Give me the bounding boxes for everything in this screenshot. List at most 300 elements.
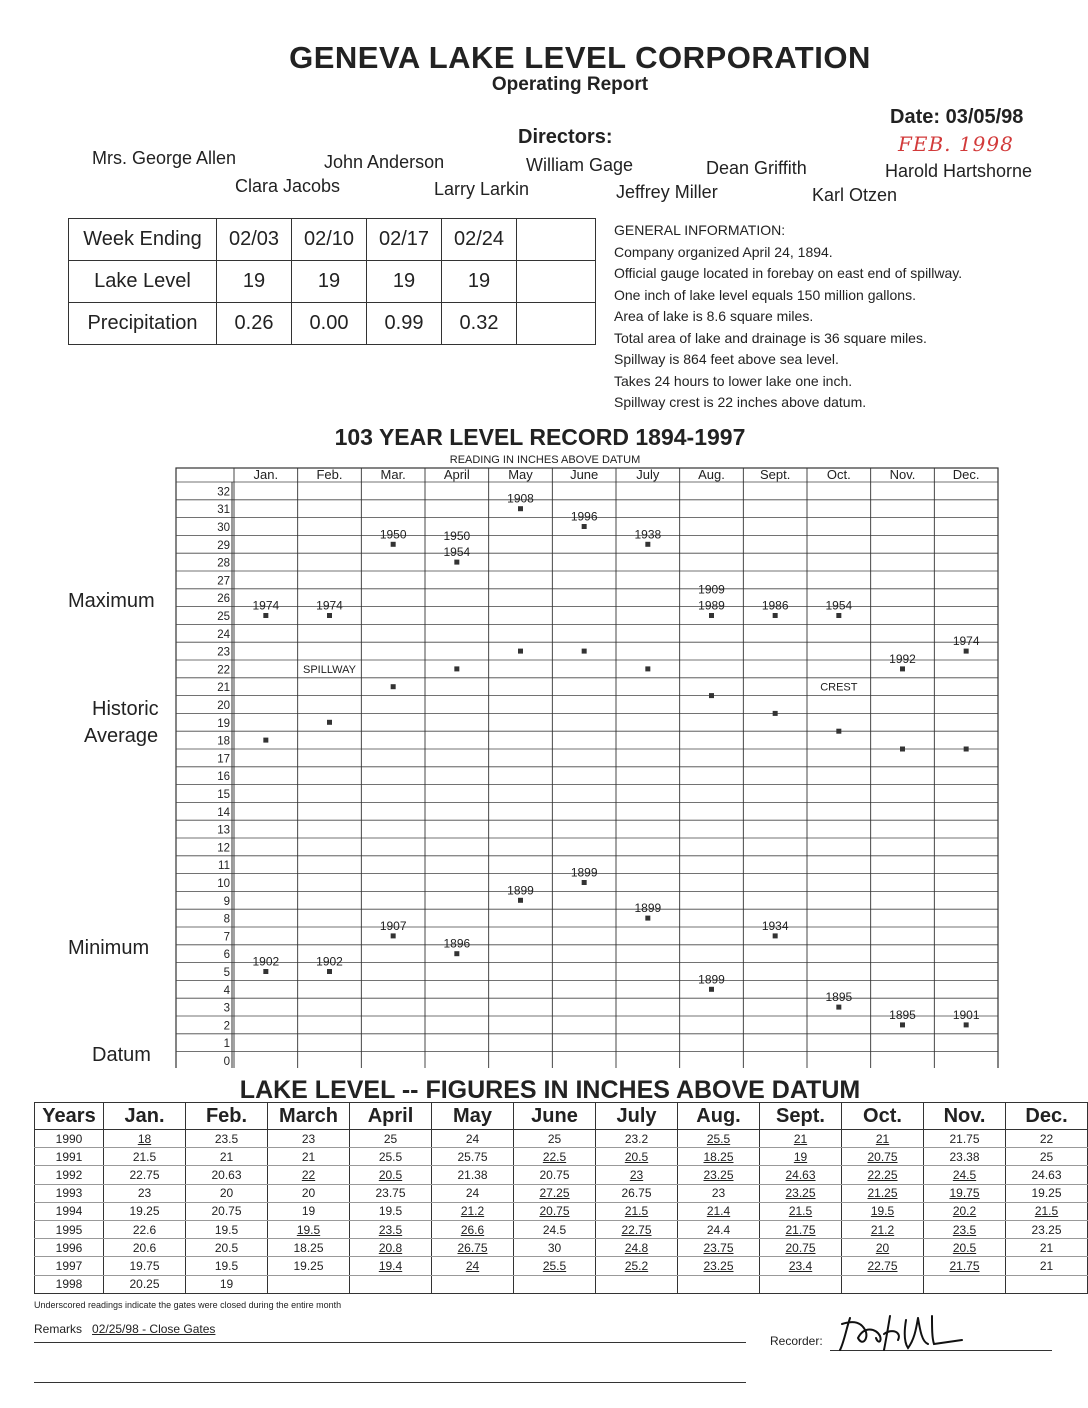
max-point: [391, 542, 396, 547]
level-value: 26.6: [460, 1222, 485, 1237]
average-point: [964, 747, 969, 752]
year-cell: 1994: [35, 1202, 104, 1220]
level-value: 23.25: [703, 1167, 734, 1182]
level-value: 19: [301, 1204, 316, 1219]
min-point: [645, 916, 650, 921]
level-value: 20.8: [378, 1240, 403, 1255]
min-point: [454, 951, 459, 956]
max-year-label: 1938: [634, 527, 662, 542]
month-cell: [842, 1275, 924, 1293]
month-cell: [596, 1220, 678, 1238]
month-cell: [760, 1184, 842, 1202]
level-value: 20.25: [129, 1277, 160, 1292]
max-year-label: 1974: [316, 598, 343, 613]
level-value: 18: [137, 1131, 152, 1146]
month-cell: [1006, 1239, 1088, 1257]
average-point: [709, 693, 714, 698]
average-point: [263, 738, 268, 743]
level-value: 19.25: [1031, 1186, 1062, 1201]
min-year-label: 1901: [952, 1007, 980, 1022]
table-row: [69, 261, 596, 303]
table-row: [69, 303, 596, 345]
level-value: 30: [547, 1240, 562, 1255]
min-year-label: 1934: [761, 918, 789, 933]
level-value: 20.75: [539, 1204, 570, 1219]
table-row: [35, 1130, 1088, 1148]
month-cell: [842, 1166, 924, 1184]
month-cell: [596, 1148, 678, 1166]
level-value: 23.25: [1031, 1222, 1062, 1237]
year-cell: 1992: [35, 1166, 104, 1184]
level-value: 23.5: [214, 1131, 239, 1146]
level-value: 21.25: [867, 1186, 898, 1201]
y-tick-label: 13: [217, 824, 230, 837]
y-tick-label: 12: [217, 842, 230, 855]
blank-cell: [517, 219, 596, 261]
level-value: 21.75: [949, 1131, 980, 1146]
month-cell: [760, 1275, 842, 1293]
general-info-line: Spillway crest is 22 inches above datum.: [614, 394, 867, 410]
level-value: 20: [875, 1240, 890, 1255]
month-cell: [104, 1148, 186, 1166]
month-cell: [104, 1257, 186, 1275]
report-date: Date: 03/05/98: [890, 106, 1024, 128]
level-value: 18.25: [703, 1149, 734, 1164]
month-cell: [924, 1220, 1006, 1238]
month-label: Feb.: [316, 467, 343, 482]
month-cell: [268, 1202, 350, 1220]
min-point: [391, 933, 396, 938]
y-tick-label: 1: [223, 1038, 230, 1051]
level-value: 19.75: [949, 1186, 980, 1201]
max-point: [582, 524, 587, 529]
min-point: [709, 987, 714, 992]
month-cell: [678, 1257, 760, 1275]
level-value: 22.25: [867, 1167, 898, 1182]
month-cell: [760, 1239, 842, 1257]
month-cell: [186, 1184, 268, 1202]
table-row: [35, 1257, 1088, 1275]
table-row: [35, 1202, 1088, 1220]
level-record-chart: [160, 460, 1030, 1068]
y-tick-label: 3: [223, 1002, 230, 1015]
month-cell: [268, 1184, 350, 1202]
y-tick-label: 2: [223, 1020, 230, 1033]
month-cell: [432, 1220, 514, 1238]
underscore-note: Underscored readings indicate the gates were closed during the entire month: [34, 1300, 342, 1310]
max-point: [964, 649, 969, 654]
level-value: 24.63: [785, 1167, 816, 1182]
month-cell: [678, 1166, 760, 1184]
column-header: Dec.: [1006, 1103, 1088, 1130]
month-cell: [514, 1130, 596, 1148]
spillway-annotation: SPILLWAY: [303, 663, 356, 676]
maximum-label: Maximum: [68, 590, 155, 612]
month-cell: [432, 1239, 514, 1257]
y-tick-label: 4: [223, 984, 230, 997]
divider: [34, 1342, 746, 1343]
month-cell: [104, 1184, 186, 1202]
month-cell: [514, 1220, 596, 1238]
level-value: 20.5: [214, 1240, 239, 1255]
handwritten-date: FEB. 1998: [898, 132, 1014, 156]
level-value: 19.5: [214, 1222, 239, 1237]
month-cell: [1006, 1184, 1088, 1202]
month-label: Mar.: [380, 467, 406, 482]
average-point: [773, 711, 778, 716]
precipitation-label: Precipitation: [69, 303, 217, 345]
max-point: [645, 542, 650, 547]
level-value: 19.75: [129, 1258, 160, 1273]
level-value: 22.75: [621, 1222, 652, 1237]
column-header: June: [514, 1103, 596, 1130]
level-value: 20.6: [132, 1240, 157, 1255]
recorder-label: Recorder:: [770, 1334, 823, 1348]
yearly-figures-table: [34, 1102, 1088, 1294]
level-value: 23: [629, 1167, 644, 1182]
year-cell: 1996: [35, 1239, 104, 1257]
max-point: [454, 560, 459, 565]
director-name: William Gage: [526, 155, 634, 175]
level-value: 23.4: [788, 1258, 813, 1273]
level-value: 20.75: [867, 1149, 898, 1164]
min-year-label: 1907: [379, 918, 407, 933]
remarks-label: Remarks: [34, 1322, 83, 1336]
level-value: 21.5: [624, 1204, 649, 1219]
month-cell: [842, 1184, 924, 1202]
month-cell: [760, 1130, 842, 1148]
level-value: 23.25: [703, 1258, 734, 1273]
level-value: 21.75: [785, 1222, 816, 1237]
level-value: 25.5: [378, 1149, 403, 1164]
level-value: 20.63: [211, 1167, 242, 1182]
level-value: 19.5: [296, 1222, 321, 1237]
level-value: 23.38: [949, 1149, 980, 1164]
level-value: 21: [301, 1149, 316, 1164]
director-name: Mrs. George Allen: [92, 148, 237, 168]
month-cell: [186, 1148, 268, 1166]
y-tick-label: 15: [217, 789, 230, 801]
remarks: [34, 1322, 215, 1336]
month-cell: [596, 1184, 678, 1202]
recorder-signature-icon: [832, 1310, 972, 1356]
year-cell: 1993: [35, 1184, 104, 1202]
month-cell: [924, 1239, 1006, 1257]
average-point: [454, 666, 459, 671]
level-value: 21: [1039, 1258, 1054, 1273]
max-point: [263, 613, 268, 618]
blank-cell: [517, 303, 596, 345]
month-cell: [514, 1239, 596, 1257]
y-tick-label: 26: [217, 593, 230, 606]
general-info-line: Takes 24 hours to lower lake one inch.: [614, 372, 853, 389]
weekly-table: [68, 218, 596, 345]
max-point: [836, 613, 841, 618]
year-cell: 1995: [35, 1220, 104, 1238]
month-cell: [432, 1166, 514, 1184]
average-point: [327, 720, 332, 725]
y-tick-label: 28: [217, 557, 230, 570]
level-value: 24: [465, 1131, 480, 1146]
month-cell: [842, 1148, 924, 1166]
y-tick-label: 30: [217, 522, 230, 534]
table-row: [69, 219, 596, 261]
level-value: 20.75: [785, 1240, 816, 1255]
min-year-label: 1899: [570, 865, 598, 880]
level-value: 19.5: [214, 1258, 239, 1273]
level-value: 21.5: [1034, 1204, 1059, 1219]
average-point: [582, 649, 587, 654]
level-value: 24.8: [624, 1240, 649, 1255]
y-tick-label: 14: [217, 806, 230, 819]
month-cell: [1006, 1257, 1088, 1275]
month-cell: [350, 1166, 432, 1184]
month-cell: [678, 1184, 760, 1202]
level-value: 21.2: [460, 1204, 485, 1219]
level-value: 20.75: [211, 1204, 242, 1219]
level-value: 23.75: [703, 1240, 734, 1255]
level-cell: 19: [217, 261, 292, 303]
director-name: John Anderson: [324, 152, 445, 172]
precip-cell: 0.32: [442, 303, 517, 345]
column-header: Years: [35, 1103, 104, 1130]
level-value: 19.5: [378, 1204, 403, 1219]
general-info-line: Total area of lake and drainage is 36 square miles.: [614, 329, 927, 346]
year-cell: 1997: [35, 1257, 104, 1275]
level-value: 23.25: [785, 1186, 816, 1201]
level-value: 25: [1039, 1149, 1054, 1164]
max-point: [900, 666, 905, 671]
table-row: [35, 1166, 1088, 1184]
max-year-label: 1974: [252, 598, 280, 613]
week-cell: 02/17: [367, 219, 442, 261]
page-title: GENEVA LAKE LEVEL CORPORATION: [289, 40, 871, 75]
max-point: [773, 613, 778, 618]
year-cell: 1998: [35, 1275, 104, 1293]
y-tick-label: 32: [217, 486, 230, 499]
max-year-label: 1986: [761, 598, 789, 613]
month-cell: [432, 1130, 514, 1148]
month-label: April: [443, 467, 470, 482]
month-cell: [350, 1239, 432, 1257]
level-value: 21: [219, 1149, 234, 1164]
column-header: Oct.: [842, 1103, 924, 1130]
month-label: Oct.: [826, 467, 851, 482]
table-row: [35, 1184, 1088, 1202]
level-value: 22.75: [129, 1167, 160, 1182]
y-tick-label: 11: [218, 860, 230, 873]
table-row: [35, 1239, 1088, 1257]
month-cell: [514, 1257, 596, 1275]
month-cell: [432, 1275, 514, 1293]
max-year-label: 1909: [698, 582, 725, 597]
month-cell: [432, 1148, 514, 1166]
month-cell: [1006, 1148, 1088, 1166]
min-year-label: 1902: [316, 954, 343, 969]
general-info-line: Company organized April 24, 1894.: [614, 243, 833, 260]
y-tick-label: 17: [217, 753, 230, 766]
level-value: 22.5: [542, 1149, 567, 1164]
average-point: [518, 649, 523, 654]
max-point: [327, 613, 332, 618]
level-value: 22: [301, 1167, 316, 1182]
level-value: 21.5: [788, 1204, 813, 1219]
month-cell: [350, 1130, 432, 1148]
month-cell: [186, 1202, 268, 1220]
level-value: 21.38: [457, 1167, 488, 1182]
week-ending-label: Week Ending: [69, 219, 217, 261]
month-cell: [186, 1166, 268, 1184]
chart-frame: [176, 468, 998, 1068]
chart-subtitle: READING IN INCHES ABOVE DATUM: [449, 454, 641, 466]
month-cell: [760, 1148, 842, 1166]
month-cell: [350, 1148, 432, 1166]
max-year-label: 1992: [889, 651, 916, 666]
level-value: 24.5: [542, 1222, 567, 1237]
column-header: Nov.: [924, 1103, 1006, 1130]
month-cell: [186, 1257, 268, 1275]
y-tick-label: 22: [217, 664, 230, 677]
month-cell: [432, 1257, 514, 1275]
min-point: [582, 880, 587, 885]
general-info-line: Official gauge located in forebay on east end of spillway.: [614, 265, 963, 281]
level-value: 24.5: [952, 1167, 977, 1182]
min-point: [964, 1022, 969, 1027]
y-tick-label: 31: [217, 504, 230, 517]
level-value: 19.25: [129, 1204, 160, 1219]
month-label: July: [636, 467, 660, 482]
month-cell: [596, 1275, 678, 1293]
month-cell: [268, 1220, 350, 1238]
y-tick-label: 19: [217, 717, 230, 730]
level-cell: 19: [442, 261, 517, 303]
month-cell: [104, 1202, 186, 1220]
column-header: May: [432, 1103, 514, 1130]
max-year-label: 1908: [507, 491, 534, 506]
director-name: Jeffrey Miller: [616, 182, 718, 202]
level-value: 23: [137, 1186, 152, 1201]
level-value: 23.5: [952, 1222, 977, 1237]
month-cell: [104, 1220, 186, 1238]
level-value: 21.5: [132, 1149, 157, 1164]
week-cell: 02/10: [292, 219, 367, 261]
level-cell: 19: [292, 261, 367, 303]
historic-label: Historic: [92, 698, 159, 720]
min-year-label: 1896: [443, 936, 471, 951]
y-tick-label: 27: [217, 575, 230, 588]
month-label: May: [508, 467, 533, 482]
lake-level-label: Lake Level: [69, 261, 217, 303]
level-value: 20.5: [624, 1149, 649, 1164]
month-cell: [924, 1130, 1006, 1148]
month-cell: [596, 1257, 678, 1275]
month-cell: [924, 1184, 1006, 1202]
month-cell: [842, 1220, 924, 1238]
month-cell: [104, 1239, 186, 1257]
level-value: 21: [1039, 1240, 1054, 1255]
month-cell: [924, 1257, 1006, 1275]
month-cell: [104, 1275, 186, 1293]
month-cell: [842, 1239, 924, 1257]
month-cell: [924, 1166, 1006, 1184]
column-header: Aug.: [678, 1103, 760, 1130]
level-value: 25: [383, 1131, 398, 1146]
level-value: 26.75: [621, 1186, 652, 1201]
level-value: 20.75: [539, 1167, 570, 1182]
month-cell: [104, 1166, 186, 1184]
column-header: Sept.: [760, 1103, 842, 1130]
general-info-line: One inch of lake level equals 150 million gallons.: [614, 286, 916, 303]
month-cell: [186, 1275, 268, 1293]
y-tick-label: 9: [223, 895, 230, 908]
level-value: 19.25: [293, 1258, 324, 1273]
y-tick-label: 10: [217, 878, 230, 890]
level-value: 24.4: [706, 1222, 731, 1237]
month-cell: [678, 1148, 760, 1166]
month-cell: [760, 1202, 842, 1220]
level-value: 23: [711, 1186, 726, 1201]
month-cell: [514, 1202, 596, 1220]
week-cell: 02/03: [217, 219, 292, 261]
month-cell: [842, 1130, 924, 1148]
column-header: July: [596, 1103, 678, 1130]
level-value: 23.2: [624, 1131, 649, 1146]
level-value: 24: [465, 1186, 480, 1201]
min-year-label: 1895: [889, 1007, 916, 1022]
y-tick-label: 18: [217, 735, 230, 748]
year-cell: 1991: [35, 1148, 104, 1166]
level-value: 23: [301, 1131, 316, 1146]
month-cell: [268, 1275, 350, 1293]
month-cell: [842, 1202, 924, 1220]
week-cell: 02/24: [442, 219, 517, 261]
director-name: Karl Otzen: [812, 185, 898, 205]
max-year-label: 1989: [698, 598, 725, 613]
month-cell: [596, 1239, 678, 1257]
month-cell: [1006, 1275, 1088, 1293]
month-cell: [268, 1166, 350, 1184]
average-point: [645, 666, 650, 671]
month-label: Nov.: [889, 467, 916, 482]
month-cell: [678, 1202, 760, 1220]
month-cell: [104, 1130, 186, 1148]
year-cell: 1990: [35, 1130, 104, 1148]
max-year-label: 1996: [570, 509, 598, 524]
y-tick-label: 20: [217, 700, 230, 712]
level-value: 20.2: [952, 1204, 977, 1219]
level-value: 26.75: [457, 1240, 488, 1255]
level-value: 19.5: [870, 1204, 895, 1219]
level-value: 25.5: [706, 1131, 731, 1146]
level-value: 20: [219, 1186, 234, 1201]
director-name: Harold Hartshorne: [885, 161, 1033, 181]
month-cell: [350, 1202, 432, 1220]
max-year-label: 1950: [443, 529, 471, 544]
month-label: Sept.: [759, 467, 791, 482]
level-value: 24.63: [1031, 1167, 1062, 1182]
level-value: 22.75: [867, 1258, 898, 1273]
remarks-text: 02/25/98 - Close Gates: [92, 1322, 216, 1336]
month-cell: [924, 1148, 1006, 1166]
min-year-label: 1902: [252, 954, 280, 969]
blank-cell: [517, 261, 596, 303]
month-cell: [432, 1202, 514, 1220]
table-row: [35, 1275, 1088, 1293]
month-cell: [678, 1130, 760, 1148]
month-cell: [432, 1184, 514, 1202]
month-cell: [186, 1220, 268, 1238]
level-value: 23.5: [378, 1222, 403, 1237]
